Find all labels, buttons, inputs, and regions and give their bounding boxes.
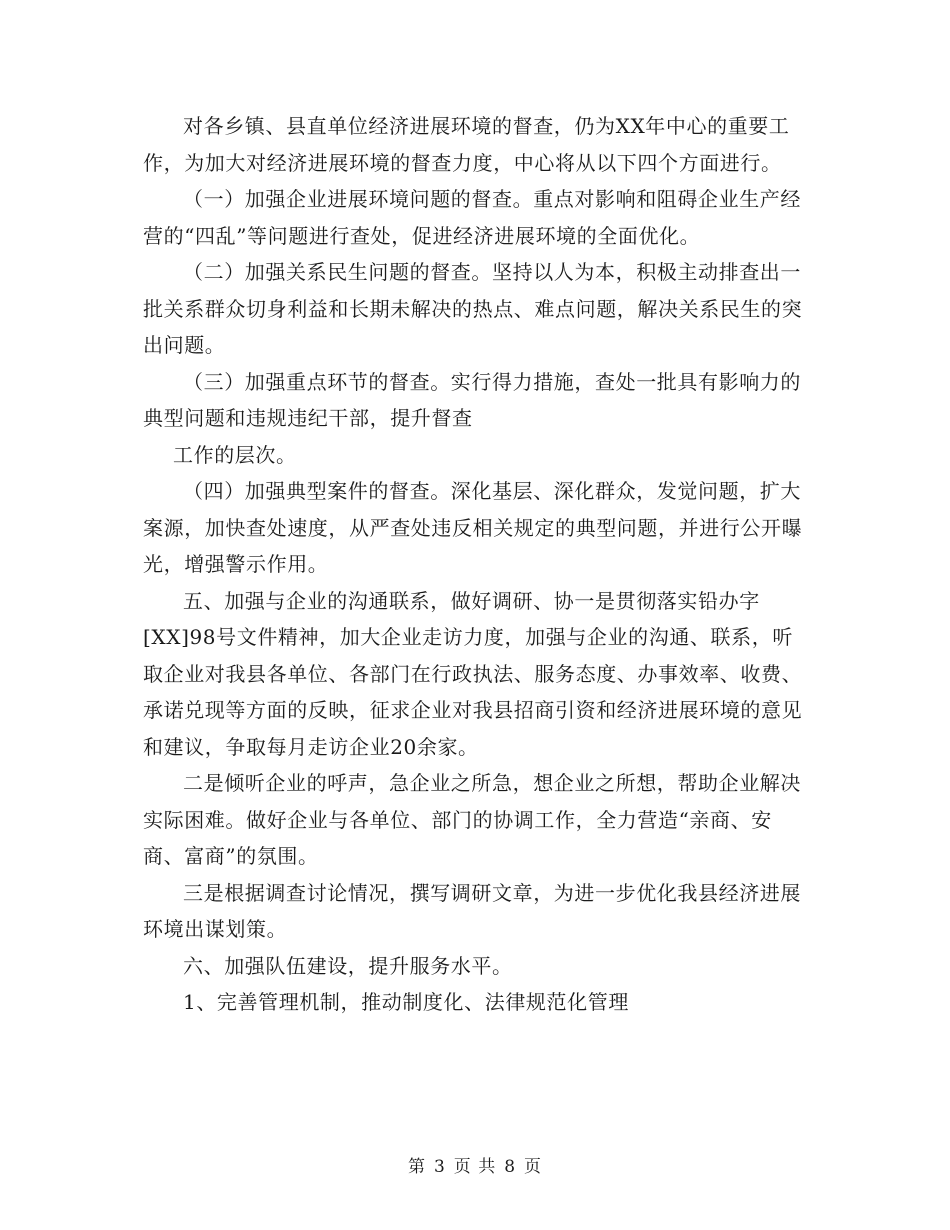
paragraph-section-6: 六、加强队伍建设，提升服务水平。 bbox=[183, 953, 513, 978]
paragraph-section-5-point-2: 二是倾听企业的呼声，急企业之所急，想企业之所想，帮助企业解决实际困难。做好企业与各单位、部门的协调工作，全力营造“亲商、安商、富商”的氛围。 bbox=[143, 771, 801, 868]
footer-total-pages: 8 bbox=[504, 1157, 517, 1177]
footer-middle: 页 共 bbox=[453, 1157, 497, 1177]
paragraph-section-5: 五、加强与企业的沟通联系，做好调研、协一是贯彻落实铅办字[XX]98号文件精神，加大企业走访力度，加强与企业的沟通、联系，听取企业对我县各单位、各部门在行政执法、服务态度、办事效率、收费、承诺兑现等方面的反映，征求企业对我县招商引资和经济进展环境的意见和建议，争取每月走访企业20余家。 bbox=[143, 588, 803, 759]
paragraph-item-3-continued: 工作的层次。 bbox=[173, 442, 297, 467]
paragraph-intro: 对各乡镇、县直单位经济进展环境的督查，仍为XX年中心的重要工作，为加大对经济进展环境的督查力度，中心将从以下四个方面进行。 bbox=[143, 114, 790, 175]
paragraph-item-1: （一）加强企业进展环境问题的督查。重点对影响和阻碍企业生产经营的“四乱”等问题进行查处，促进经济进展环境的全面优化。 bbox=[143, 187, 801, 248]
paragraph-section-5-point-3: 三是根据调查讨论情况，撰写调研文章，为进一步优化我县经济进展环境出谋划策。 bbox=[143, 880, 801, 941]
paragraph-item-3: （三）加强重点环节的督查。实行得力措施，查处一批具有影响力的典型问题和违规违纪干部，提升督查 bbox=[143, 369, 801, 430]
footer-suffix: 页 bbox=[524, 1157, 543, 1177]
document-body bbox=[143, 108, 807, 1021]
paragraph-section-6-point-1: 1、完善管理机制，推动制度化、法律规范化管理 bbox=[183, 990, 629, 1014]
footer-prefix: 第 bbox=[407, 1157, 426, 1177]
paragraph-item-4: （四）加强典型案件的督查。深化基层、深化群众，发觉问题，扩大案源，加快查处速度，从严查处违反相关规定的典型问题，并进行公开曝光，增强警示作用。 bbox=[143, 479, 803, 576]
footer-current-page: 3 bbox=[433, 1157, 446, 1177]
page-footer bbox=[0, 1152, 950, 1177]
paragraph-item-2: （二）加强关系民生问题的督查。坚持以人为本，积极主动排查出一批关系群众切身利益和长期未解决的热点、难点问题，解决关系民生的突出问题。 bbox=[143, 260, 803, 357]
